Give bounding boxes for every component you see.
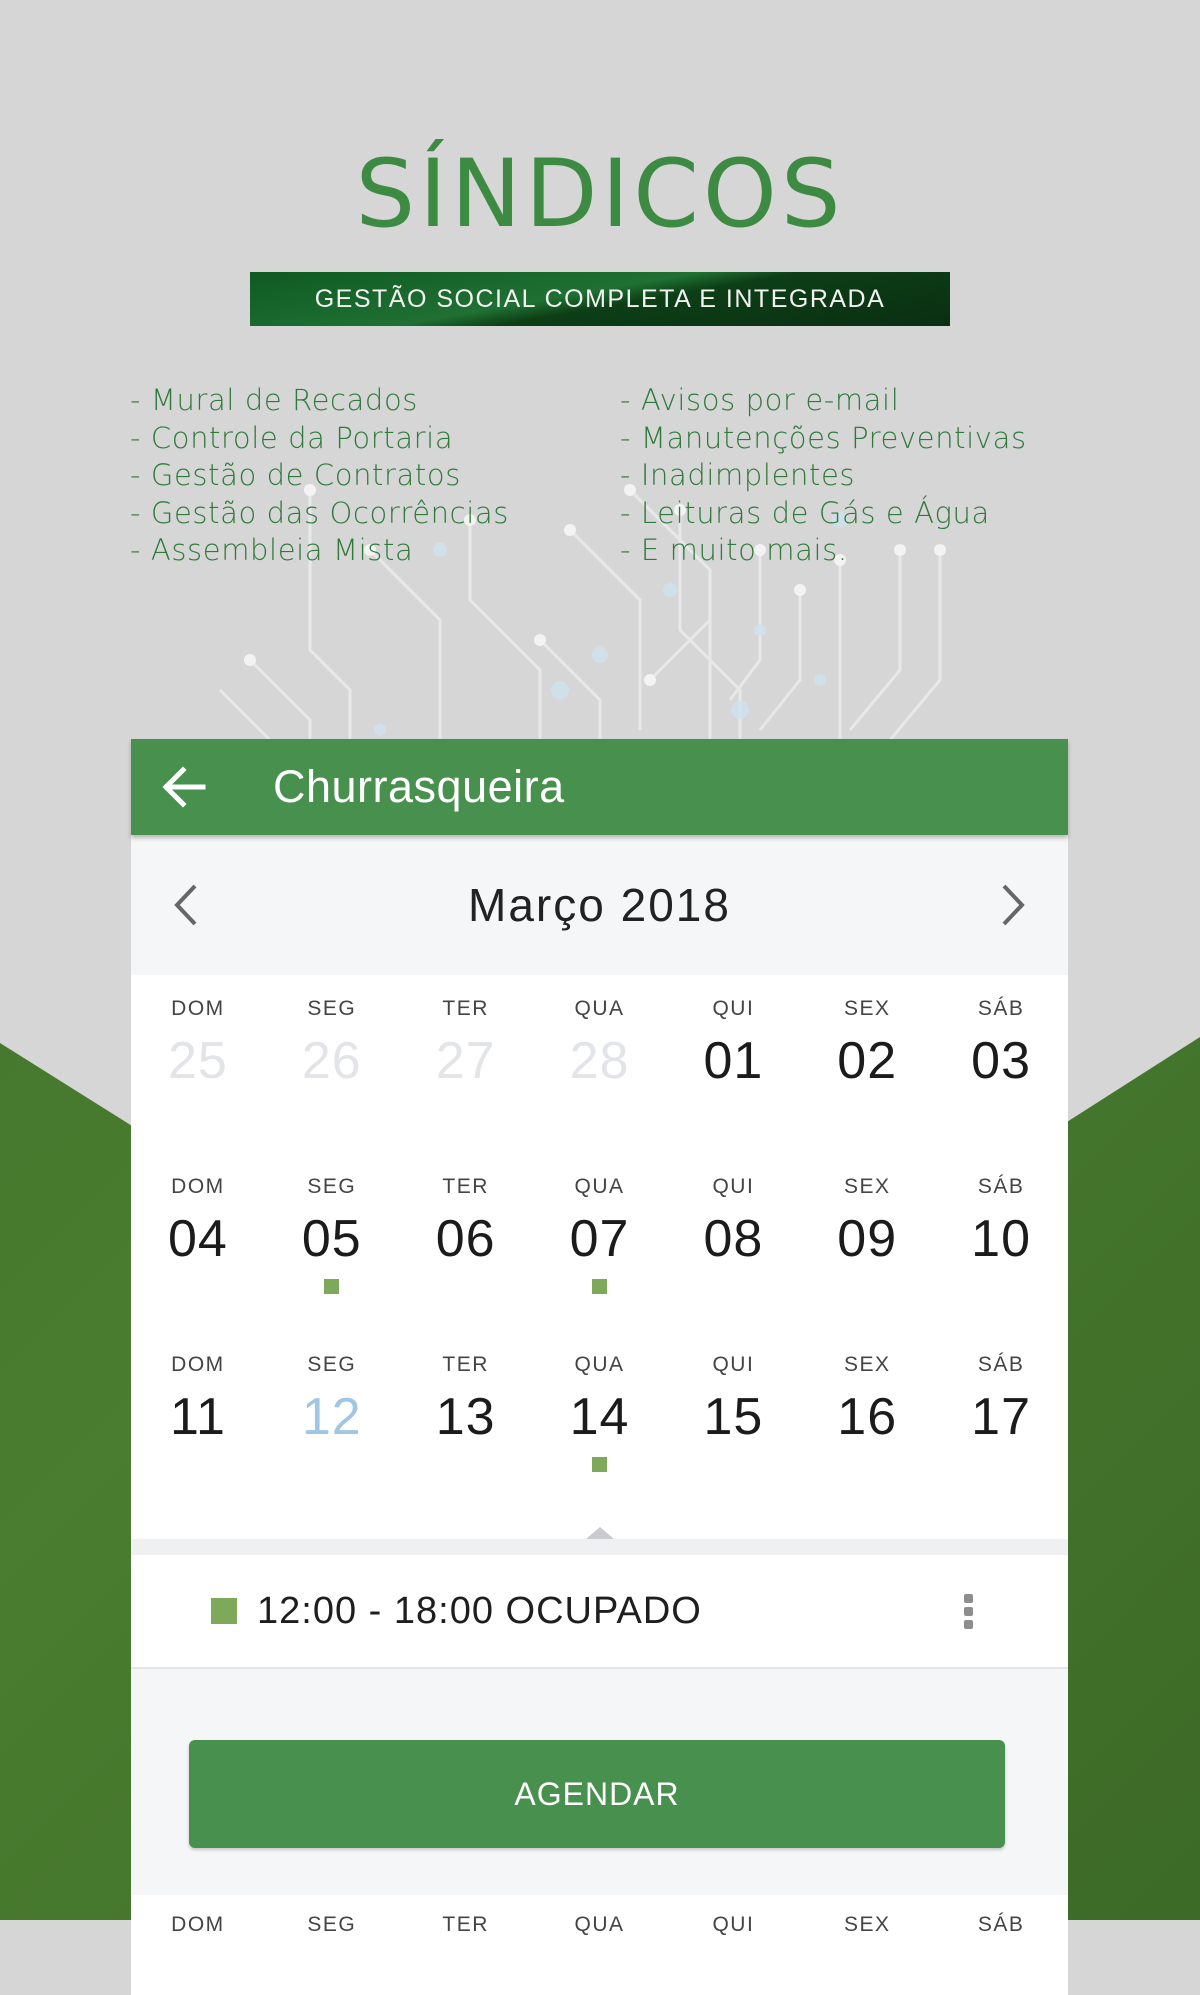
calendar-day[interactable] <box>533 1153 667 1331</box>
feature-item: - E muito mais. <box>620 532 1027 570</box>
caret-up-icon <box>586 1527 614 1539</box>
day-number: 05 <box>301 1210 362 1268</box>
feature-list-right <box>620 382 1027 570</box>
schedule-button[interactable]: AGENDAR <box>189 1740 1005 1848</box>
next-month-button[interactable] <box>990 875 1038 935</box>
feature-list-left <box>130 382 620 570</box>
weekday-label: QUI <box>712 1353 755 1376</box>
day-number: 27 <box>435 1032 496 1090</box>
calendar-day <box>533 1895 667 1995</box>
weekday-label: SÁB <box>977 1175 1025 1198</box>
calendar-day <box>800 1895 934 1995</box>
weekday-label: SEX <box>843 1353 891 1376</box>
day-number: 04 <box>168 1210 228 1268</box>
month-navigator <box>131 835 1068 975</box>
feature-item: - Mural de Recados <box>130 382 620 420</box>
feature-item: - Gestão das Ocorrências <box>130 495 620 533</box>
weekday-label: QUA <box>574 997 625 1020</box>
weekday-label: QUA <box>574 1913 625 1936</box>
day-number: 10 <box>971 1210 1031 1268</box>
day-number: 07 <box>569 1210 630 1268</box>
calendar-day[interactable] <box>533 975 667 1153</box>
cta-area <box>131 1669 1068 1895</box>
event-item[interactable] <box>131 1555 1068 1669</box>
calendar-week <box>131 1331 1068 1509</box>
weekday-label: QUA <box>574 1353 625 1376</box>
weekday-label: QUA <box>574 1175 625 1198</box>
feature-item: - Leituras de Gás e Água <box>620 495 1027 533</box>
weekday-label: SÁB <box>977 997 1025 1020</box>
weekday-label: DOM <box>171 1353 225 1376</box>
selection-caret-row <box>131 1509 1068 1539</box>
app-bar <box>131 739 1068 835</box>
weekday-label: SEX <box>843 1913 891 1936</box>
feature-item: - Inadimplentes <box>620 457 1027 495</box>
weekday-label: SEG <box>307 1353 357 1376</box>
chevron-left-icon <box>170 882 200 928</box>
weekday-label: TER <box>442 1175 489 1198</box>
weekday-label: SEG <box>307 997 357 1020</box>
day-number: 13 <box>435 1388 496 1446</box>
day-number: 25 <box>168 1032 228 1090</box>
calendar-day[interactable] <box>800 1153 934 1331</box>
chevron-right-icon <box>999 882 1029 928</box>
day-number: 09 <box>837 1210 898 1268</box>
back-button[interactable] <box>161 739 237 835</box>
feature-list <box>130 382 1090 570</box>
hero-subtitle-banner <box>250 272 950 326</box>
calendar-day[interactable] <box>800 1331 934 1509</box>
prev-month-button[interactable] <box>161 875 209 935</box>
calendar-week <box>131 1153 1068 1331</box>
day-number: 08 <box>703 1210 764 1268</box>
calendar-day[interactable] <box>666 1153 800 1331</box>
day-number: 26 <box>301 1032 362 1090</box>
day-number: 12 <box>301 1388 362 1446</box>
calendar-day[interactable] <box>934 1153 1068 1331</box>
calendar-week <box>131 975 1068 1153</box>
more-vertical-icon[interactable] <box>948 1581 988 1641</box>
weekday-label: TER <box>442 1353 489 1376</box>
calendar-day[interactable] <box>934 1331 1068 1509</box>
calendar-day <box>399 1895 533 1995</box>
calendar-week-partial <box>131 1895 1068 1995</box>
calendar-day[interactable] <box>666 1331 800 1509</box>
day-number: 02 <box>837 1032 898 1090</box>
calendar-day[interactable] <box>265 1331 399 1509</box>
calendar-day[interactable] <box>399 1331 533 1509</box>
separator <box>131 1539 1068 1555</box>
weekday-label: SÁB <box>977 1913 1025 1936</box>
day-number: 28 <box>569 1032 630 1090</box>
weekday-label: SÁB <box>977 1353 1025 1376</box>
weekday-label: DOM <box>171 1913 225 1936</box>
feature-item: - Manutenções Preventivas <box>620 420 1027 458</box>
calendar-day[interactable] <box>800 975 934 1153</box>
arrow-left-icon <box>161 767 205 807</box>
event-indicator <box>324 1279 339 1294</box>
feature-item: - Assembleia Mista <box>130 532 620 570</box>
weekday-label: SEX <box>843 1175 891 1198</box>
feature-item: - Gestão de Contratos <box>130 457 620 495</box>
weekday-label: QUI <box>712 1175 755 1198</box>
feature-item: - Avisos por e-mail <box>620 382 1027 420</box>
event-time-status: 12:00 - 18:00 OCUPADO <box>257 1589 702 1632</box>
event-color-swatch <box>211 1598 237 1624</box>
calendar-day[interactable] <box>399 1153 533 1331</box>
weekday-label: SEG <box>307 1175 357 1198</box>
hero-title: SÍNDICOS <box>355 140 845 249</box>
calendar-day <box>934 1895 1068 1995</box>
day-number: 15 <box>703 1388 764 1446</box>
calendar-grid <box>131 975 1068 1509</box>
calendar-day[interactable] <box>934 975 1068 1153</box>
weekday-label: TER <box>442 1913 489 1936</box>
calendar-day <box>131 1895 265 1995</box>
event-indicator <box>592 1279 607 1294</box>
event-indicator <box>592 1457 607 1472</box>
calendar-day[interactable] <box>131 975 265 1153</box>
calendar-day <box>265 1895 399 1995</box>
weekday-label: QUI <box>712 1913 755 1936</box>
weekday-label: QUI <box>712 997 755 1020</box>
calendar-day[interactable] <box>265 1153 399 1331</box>
app-bar-title: Churrasqueira <box>273 761 565 812</box>
weekday-label: DOM <box>171 997 225 1020</box>
calendar-day[interactable] <box>265 975 399 1153</box>
calendar-day[interactable] <box>533 1331 667 1509</box>
calendar-day[interactable] <box>131 1153 265 1331</box>
month-label: Março 2018 <box>468 879 731 931</box>
weekday-label: TER <box>442 997 489 1020</box>
day-number: 17 <box>971 1388 1031 1446</box>
feature-item: - Controle da Portaria <box>130 420 620 458</box>
day-number: 11 <box>169 1388 226 1446</box>
day-number: 01 <box>703 1032 764 1090</box>
calendar-day[interactable] <box>131 1331 265 1509</box>
day-number: 14 <box>569 1388 630 1446</box>
hero-subtitle: GESTÃO SOCIAL COMPLETA E INTEGRADA <box>314 284 886 313</box>
weekday-label: DOM <box>171 1175 225 1198</box>
day-number: 16 <box>837 1388 898 1446</box>
app-screen <box>131 739 1068 1936</box>
weekday-label: SEX <box>843 997 891 1020</box>
day-number: 06 <box>435 1210 496 1268</box>
calendar-day <box>666 1895 800 1995</box>
weekday-label: SEG <box>307 1913 357 1936</box>
day-number: 03 <box>971 1032 1031 1090</box>
calendar-day[interactable] <box>666 975 800 1153</box>
calendar-day[interactable] <box>399 975 533 1153</box>
